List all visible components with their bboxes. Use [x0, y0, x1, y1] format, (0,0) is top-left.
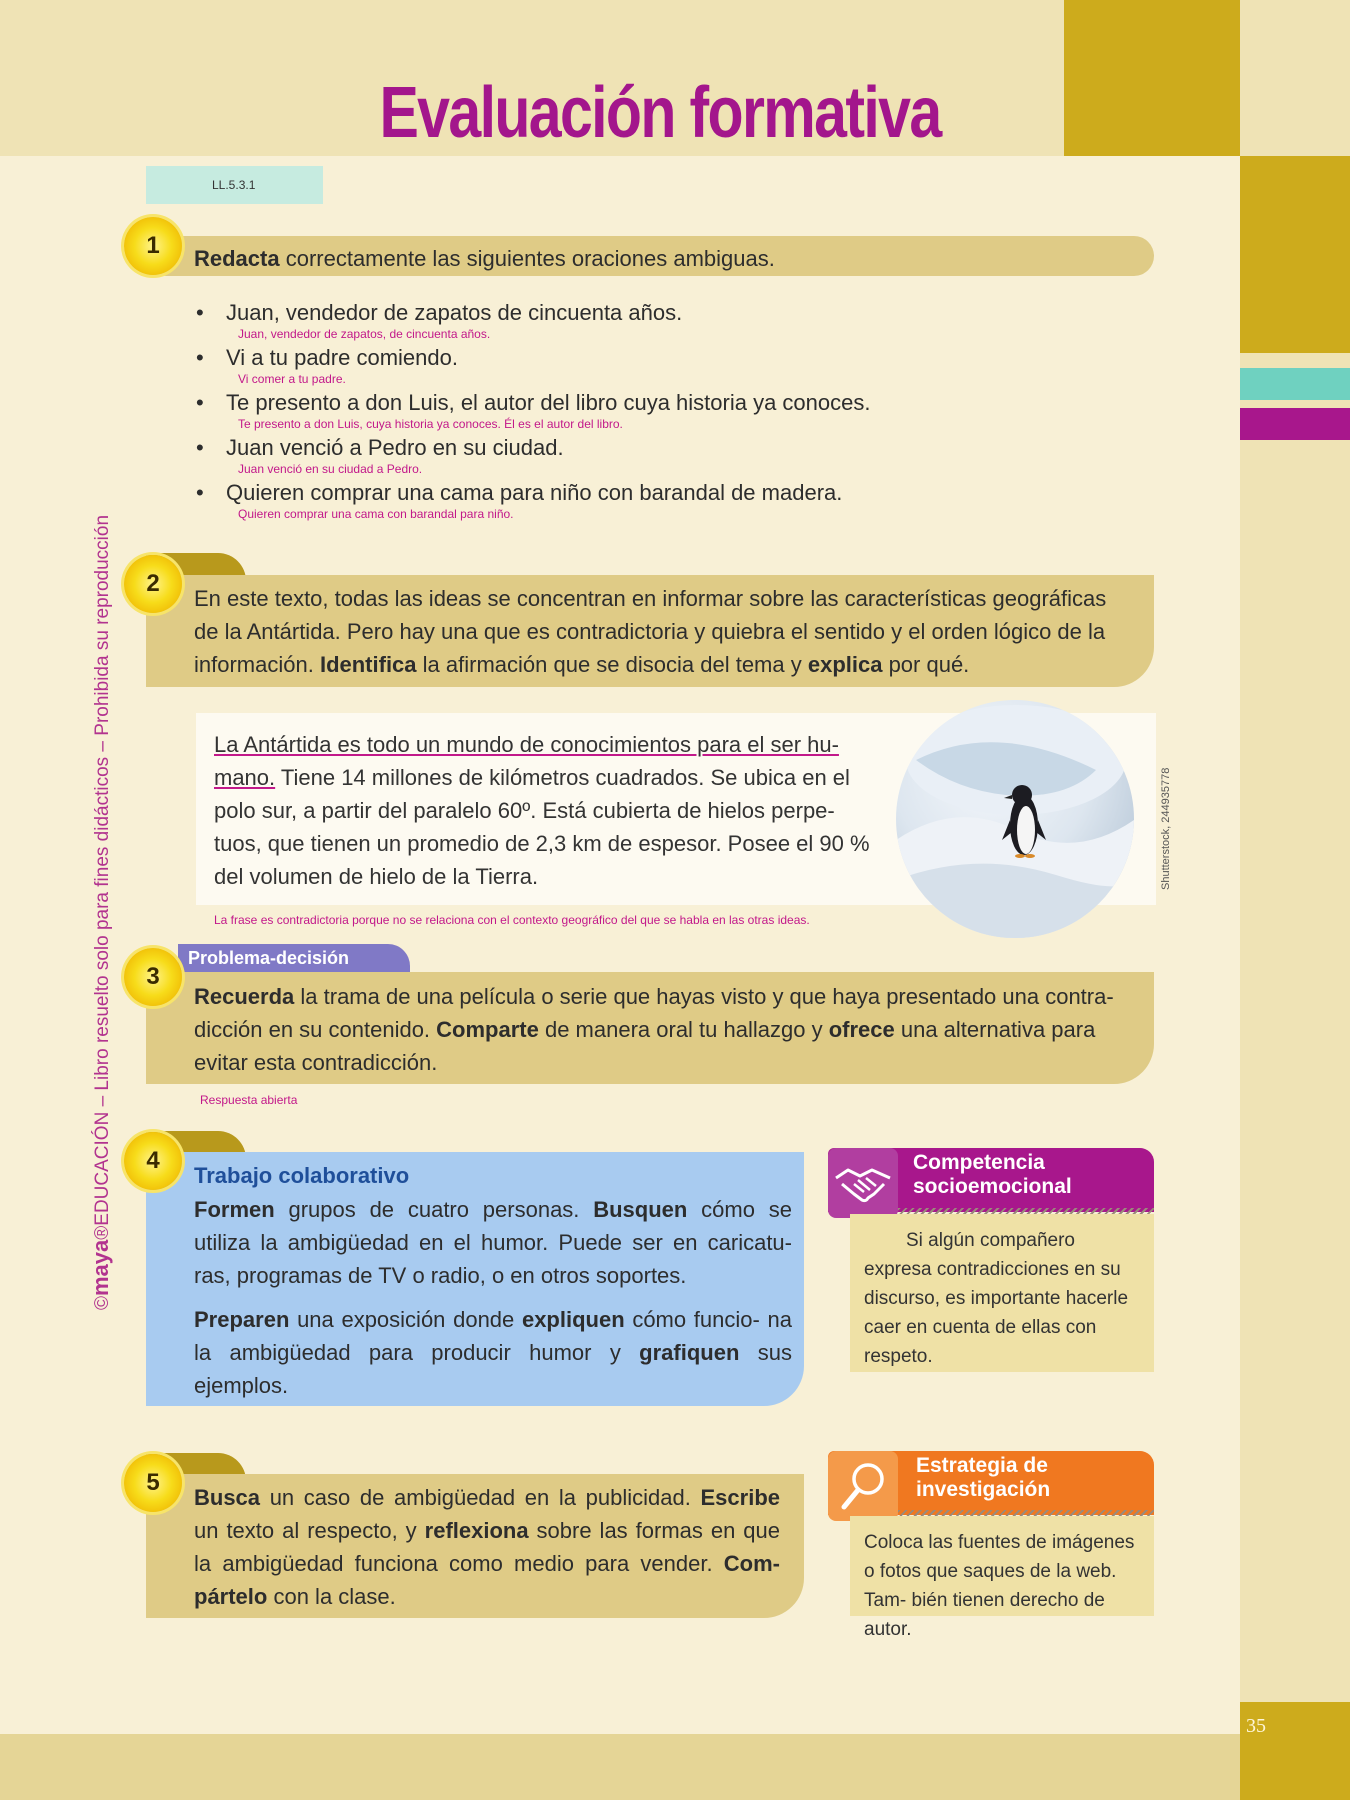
list-item: [196, 345, 996, 388]
exercise-1-instruction: [194, 244, 1094, 274]
list-item: [196, 390, 996, 433]
instruction-text: por qué.: [882, 652, 970, 677]
instruction-text: con la clase.: [267, 1584, 396, 1609]
gold-side-block: [1240, 156, 1350, 353]
side-copyright-text: [88, 480, 114, 1310]
instruction-verb: Identifica: [319, 652, 417, 677]
instruction-verb: expliquen: [521, 1307, 625, 1332]
instruction-verb: Comparte: [436, 1017, 539, 1042]
page-title: Evaluación formativa: [379, 73, 941, 153]
ambiguous-sentence: • Vi a tu padre comiendo.: [226, 345, 996, 371]
collaborative-work-heading: Trabajo colaborativo: [194, 1163, 410, 1188]
handshake-icon: [828, 1148, 898, 1218]
instruction-text: cómo se utiliza la ambigüedad en el humor. Puede ser en caricatu- ras, programas de TV o radio, o en otros soportes.: [194, 1197, 792, 1288]
instruction-text: la afirmación que se disocia del tema y: [416, 652, 808, 677]
instruction-verb: grafiquen: [639, 1340, 740, 1365]
instruction-text: de manera oral tu hallazgo y: [538, 1017, 829, 1042]
socioemotional-card-body: Si algún compañero expresa contradicciones en su discurso, es importante hacerle caer en cuenta de ellas con respeto.: [850, 1214, 1154, 1372]
list-item: [196, 435, 996, 478]
exercise-2-instruction: [194, 582, 1134, 681]
exercise-1-number: 1: [124, 217, 182, 275]
exercise-3-number: 3: [124, 948, 182, 1006]
image-credit: Shutterstock, 244935778: [1160, 767, 1172, 890]
instruction-text: la trama de una película o serie que hayas visto y que haya presentado una contra- dicción en su contenido.: [194, 984, 1114, 1042]
teal-stripe: [1240, 368, 1350, 400]
instruction-verb: Formen: [194, 1197, 275, 1222]
sentence-answer: Juan, vendedor de zapatos, de cincuenta años.: [238, 327, 491, 341]
underlined-sentence: La Antártida es todo un mundo de conocimientos para el ser hu- mano.: [214, 732, 839, 790]
copyright-symbol: ©: [92, 1296, 113, 1310]
instruction-text: un texto al respecto, y: [194, 1518, 425, 1543]
magnifier-icon: [828, 1451, 898, 1521]
instruction-text: sus ejemplos.: [194, 1340, 792, 1398]
brand-name: maya: [88, 1239, 113, 1296]
card-title-line: Competencia: [913, 1151, 1045, 1174]
exercise-2-number: 2: [124, 555, 182, 613]
instruction-verb: Busquen: [593, 1197, 688, 1222]
exercise-2-answer: La frase es contradictoria porque no se relaciona con el contexto geográfico del que se habla en las otras ideas.: [214, 913, 810, 927]
ambiguous-sentence: • Juan venció a Pedro en su ciudad.: [226, 435, 996, 461]
instruction-text: cómo funcio- na la ambigüedad para producir humor y: [194, 1307, 792, 1365]
instruction-verb: Preparen: [194, 1307, 290, 1332]
card-title-line: Estrategia de: [916, 1454, 1048, 1477]
exercise-5-instruction: [194, 1481, 780, 1613]
sentence-answer: Vi comer a tu padre.: [238, 372, 346, 386]
penguin-photo: [896, 700, 1134, 938]
exercise-4-number: 4: [124, 1132, 182, 1190]
reading-passage: [214, 728, 884, 893]
gold-corner-block: [1064, 0, 1240, 156]
instruction-verb: Com- pártelo: [194, 1551, 780, 1609]
sentence-answer: Quieren comprar una cama con barandal para niño.: [238, 507, 514, 521]
skill-code-tag: LL.5.3.1: [146, 166, 323, 204]
instruction-verb: Redacta: [194, 246, 280, 271]
instruction-verb: Escribe: [700, 1485, 780, 1510]
instruction-verb: Busca: [194, 1485, 261, 1510]
card-title-line: socioemocional: [913, 1175, 1072, 1198]
ambiguous-sentence: • Juan, vendedor de zapatos de cincuenta años.: [226, 300, 996, 326]
copyright-notice: ®EDUCACIÓN – Libro resuelto solo para fines didácticos – Prohibida su reproducción: [92, 514, 113, 1240]
list-item: [196, 300, 996, 343]
instruction-text: una exposición donde: [289, 1307, 522, 1332]
sentence-answer: Juan venció en su ciudad a Pedro.: [238, 462, 423, 476]
instruction-text: correctamente las siguientes oraciones ambiguas.: [279, 246, 775, 271]
exercise-3-answer: Respuesta abierta: [200, 1093, 298, 1107]
instruction-text: grupos de cuatro personas.: [274, 1197, 594, 1222]
instruction-text: sobre las formas en que la ambigüedad funciona como medio para vender.: [194, 1518, 780, 1576]
page-number: 35: [1246, 1715, 1266, 1737]
magenta-stripe: [1240, 408, 1350, 440]
reading-rest: Tiene 14 millones de kilómetros cuadrados. Se ubica en el polo sur, a partir del paralelo 60º. Está cubierta de hielos perpe- tuos, que tienen un promedio de 2,3 km de espesor. Posee el 90 % del volumen de hielo de la Tierra.: [214, 765, 870, 889]
instruction-verb: explica: [807, 652, 883, 677]
exercise-5-number: 5: [124, 1454, 182, 1512]
instruction-verb: ofrece: [828, 1017, 895, 1042]
footer-band: [0, 1734, 1350, 1800]
instruction-verb: reflexiona: [424, 1518, 529, 1543]
instruction-text: un caso de ambigüedad en la publicidad.: [260, 1485, 701, 1510]
card-title-line: investigación: [916, 1478, 1051, 1501]
problem-decision-tab: Problema-decisión: [178, 944, 410, 974]
instruction-text: En este texto, todas las ideas se concentran en informar sobre las características geográficas de la Antártida. Pero hay una que es contradictoria y quiebra el sentido y el orden lógico de la información.: [194, 586, 1107, 677]
ambiguous-sentence: • Te presento a don Luis, el autor del libro cuya historia ya conoces.: [226, 390, 996, 416]
penguin-illustration: [896, 700, 1134, 938]
instruction-verb: Recuerda: [194, 984, 295, 1009]
ambiguous-sentence: • Quieren comprar una cama para niño con barandal de madera.: [226, 480, 996, 506]
exercise-4-paragraph-2: [194, 1303, 792, 1402]
exercise-4-paragraph-1: [194, 1193, 792, 1292]
sentence-answer: Te presento a don Luis, cuya historia ya conoces. Él es el autor del libro.: [238, 417, 623, 431]
instruction-text: una alternativa para evitar esta contradicción.: [194, 1017, 1096, 1075]
research-strategy-card-body: Coloca las fuentes de imágenes o fotos que saques de la web. Tam- bién tienen derecho de autor.: [850, 1516, 1154, 1616]
exercise-3-instruction: [194, 980, 1134, 1079]
list-item: [196, 480, 996, 523]
exercise-1-list: [196, 300, 996, 525]
